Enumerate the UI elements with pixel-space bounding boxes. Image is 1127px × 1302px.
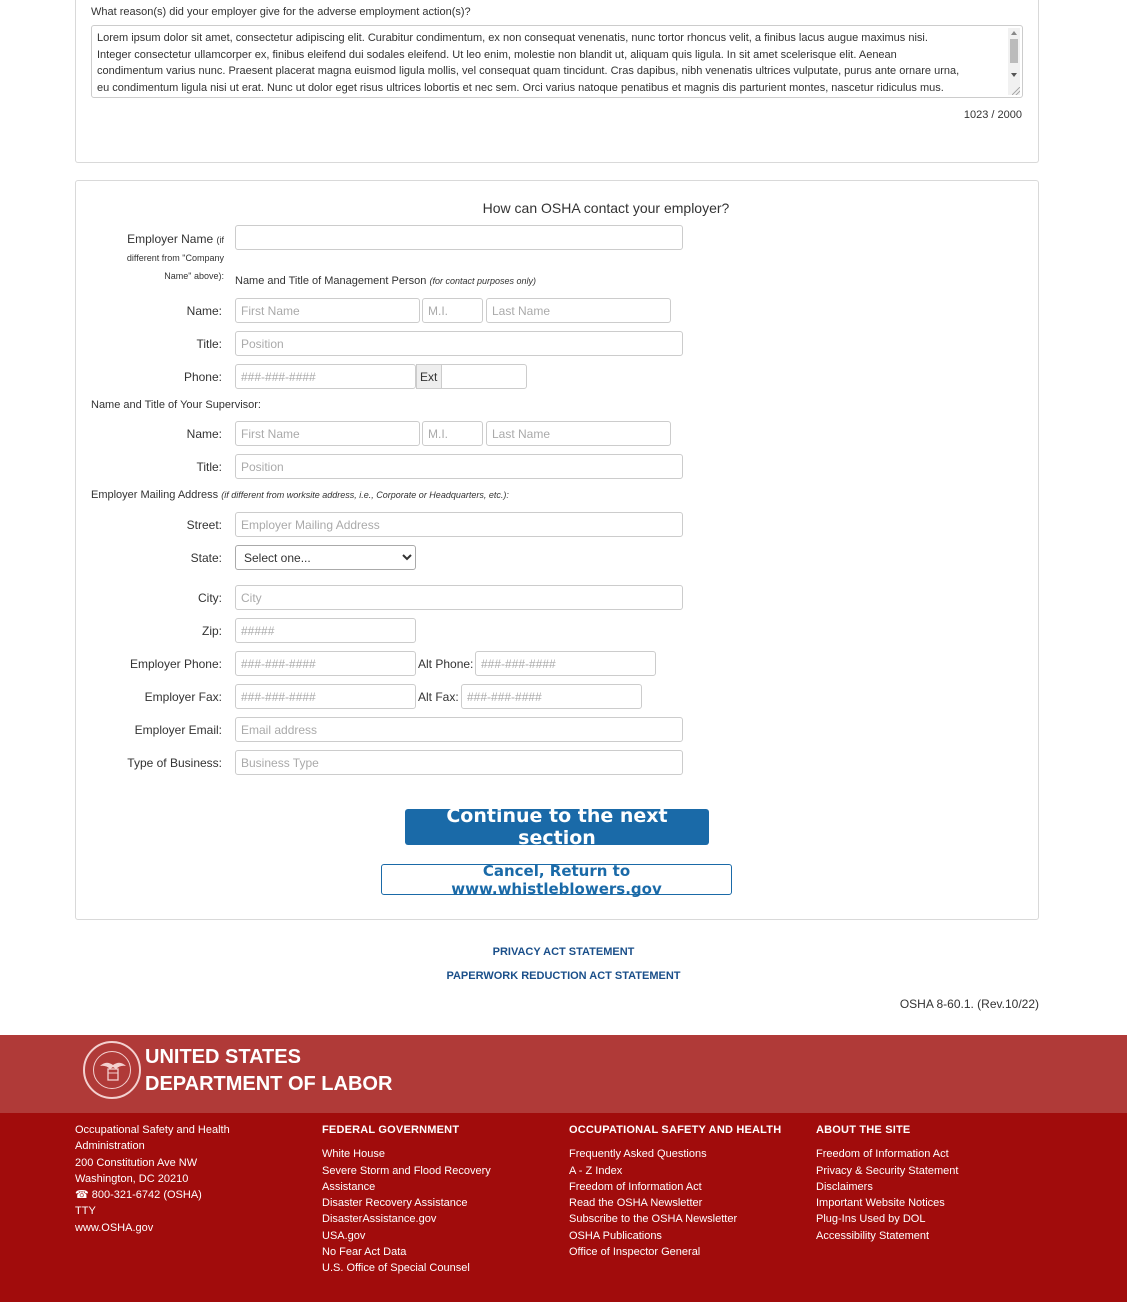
footer-link[interactable]: Important Website Notices xyxy=(816,1197,945,1210)
textarea-line: condimentum varius nunc. Praesent placerat magna euismod ligula mollis, vel consequat quam tincidunt. Cras dapibus, nibh venenatis ultrices vulputate, purus ante ornare urna, xyxy=(97,65,960,77)
textarea-line: Integer consectetur ullamcorper ex, finibus eleifend dui sodales eleifend. Ut leo enim, molestie non blandit ut, aliquam quis ligula. In sit amet scelerisque elit. Aenean xyxy=(97,48,897,61)
city-label: City: xyxy=(198,591,222,605)
business-type-input[interactable] xyxy=(235,750,683,775)
employer-email-label: Employer Email: xyxy=(134,723,222,737)
continue-button[interactable]: Continue to the next section xyxy=(405,809,709,845)
footer-col-header: ABOUT THE SITE xyxy=(816,1124,911,1136)
mgmt-phone-input[interactable] xyxy=(235,364,416,389)
resize-grip-icon[interactable] xyxy=(1012,87,1020,95)
footer-link[interactable]: Frequently Asked Questions xyxy=(569,1148,707,1161)
footer-link[interactable]: Read the OSHA Newsletter xyxy=(569,1197,703,1210)
zip-input[interactable] xyxy=(235,618,416,643)
supervisor-heading: Name and Title of Your Supervisor: xyxy=(91,399,261,411)
footer-link[interactable]: Severe Storm and Flood Recovery xyxy=(322,1164,491,1177)
alt-fax-label: Alt Fax: xyxy=(418,690,459,704)
employer-phone-input[interactable] xyxy=(235,651,416,676)
footer-link[interactable]: OSHA Publications xyxy=(569,1229,662,1242)
mgmt-title-input[interactable] xyxy=(235,331,683,356)
mailing-heading-text: Employer Mailing Address xyxy=(91,489,219,501)
supervisor-last-name-input[interactable] xyxy=(486,421,671,446)
street-input[interactable] xyxy=(235,512,683,537)
supervisor-name-label: Name: xyxy=(186,427,222,441)
footer-link[interactable]: Accessibility Statement xyxy=(816,1229,930,1242)
agency-name-line2[interactable]: DEPARTMENT OF LABOR xyxy=(145,1073,393,1095)
scroll-up-icon[interactable] xyxy=(1011,31,1017,35)
employer-email-input[interactable] xyxy=(235,717,683,742)
mailing-heading xyxy=(91,489,509,501)
footer-address xyxy=(75,1122,230,1236)
section-title: How can OSHA contact your employer? xyxy=(482,200,730,216)
agency-name-line1[interactable]: UNITED STATES xyxy=(145,1046,301,1068)
footer-link[interactable]: No Fear Act Data xyxy=(322,1246,407,1259)
employer-name-label-text: Employer Name xyxy=(127,232,214,246)
mailing-note: (if different from worksite address, i.e., Corporate or Headquarters, etc.): xyxy=(221,490,509,500)
mgmt-first-name-input[interactable] xyxy=(235,298,420,323)
footer-link[interactable]: Office of Inspector General xyxy=(569,1246,701,1259)
character-count: 1023 / 2000 xyxy=(963,109,1022,121)
footer-link[interactable]: Disclaimers xyxy=(816,1180,873,1193)
employer-name-input[interactable] xyxy=(235,225,683,250)
mgmt-name-label: Name: xyxy=(186,304,222,318)
textarea-line: Lorem ipsum dolor sit amet, consectetur adipiscing elit. Curabitur condimentum, ex non consequat venenatis, nunc tortor rhoncus velit, a finibus lacus augue maximus nisi. xyxy=(97,32,928,44)
footer-link[interactable]: Freedom of Information Act xyxy=(569,1180,702,1193)
textarea-line: eu condimentum ligula nisi ut erat. Nunc ut dolor eget risus ultrices lobortis et nec sem. Orci varius natoque penatibus et magnis dis parturient montes, nascetur ridiculus mus. xyxy=(97,81,944,94)
osha-site-link[interactable]: www.OSHA.gov xyxy=(75,1221,154,1234)
phone-line[interactable]: ☎ 800-321-6742 (OSHA) xyxy=(75,1189,202,1202)
mgmt-last-name-input[interactable] xyxy=(486,298,671,323)
textarea-scrollbar[interactable] xyxy=(1008,28,1020,95)
mgmt-note: (for contact purposes only) xyxy=(429,276,537,286)
address-line: Washington, DC 20210 xyxy=(75,1172,189,1185)
footer-col-osh xyxy=(569,1122,781,1260)
footer-link[interactable]: White House xyxy=(322,1148,385,1161)
address-line: Administration xyxy=(75,1140,145,1153)
supervisor-first-name-input[interactable] xyxy=(235,421,420,446)
employer-name-label xyxy=(100,231,224,285)
zip-label: Zip: xyxy=(201,624,222,638)
footer-col-header: FEDERAL GOVERNMENT xyxy=(322,1124,460,1136)
footer-link[interactable]: Plug-Ins Used by DOL xyxy=(816,1213,926,1226)
alt-phone-label: Alt Phone: xyxy=(418,657,474,671)
adverse-action-textarea[interactable] xyxy=(91,25,1023,98)
supervisor-title-input[interactable] xyxy=(235,454,683,479)
footer-link[interactable]: Subscribe to the OSHA Newsletter xyxy=(569,1213,738,1226)
supervisor-mi-input[interactable] xyxy=(422,421,483,446)
state-label: State: xyxy=(190,551,222,565)
supervisor-title-label: Title: xyxy=(196,460,222,474)
state-select[interactable] xyxy=(235,545,416,570)
footer-link[interactable]: USA.gov xyxy=(322,1229,366,1242)
paperwork-act-link[interactable]: PAPERWORK REDUCTION ACT STATEMENT xyxy=(446,970,681,982)
employer-fax-input[interactable] xyxy=(235,684,416,709)
adverse-action-question: What reason(s) did your employer give for the adverse employment action(s)? xyxy=(91,6,471,18)
tty-line[interactable]: TTY xyxy=(75,1205,96,1218)
seal-inner-ring xyxy=(93,1051,131,1089)
dol-seal-icon[interactable] xyxy=(83,1041,141,1099)
mgmt-title-label: Title: xyxy=(196,337,222,351)
mgmt-heading xyxy=(235,275,536,287)
footer-link[interactable]: Disaster Recovery Assistance xyxy=(322,1197,468,1210)
mgmt-mi-input[interactable] xyxy=(422,298,483,323)
scroll-down-icon[interactable] xyxy=(1011,73,1017,77)
scroll-thumb[interactable] xyxy=(1010,39,1018,63)
mgmt-heading-text: Name and Title of Management Person xyxy=(235,275,427,287)
footer-link[interactable]: Assistance xyxy=(322,1180,376,1193)
address-line: 200 Constitution Ave NW xyxy=(75,1156,198,1169)
footer-link[interactable]: U.S. Office of Special Counsel xyxy=(322,1262,470,1275)
form-id: OSHA 8-60.1. (Rev.10/22) xyxy=(899,997,1039,1011)
ext-addon: Ext xyxy=(416,364,442,389)
employer-name-note: (if different from "Company Name" above): xyxy=(126,235,224,281)
business-type-label: Type of Business: xyxy=(127,756,222,770)
footer-link[interactable]: Privacy & Security Statement xyxy=(816,1164,959,1177)
privacy-act-link[interactable]: PRIVACY ACT STATEMENT xyxy=(492,946,635,958)
employer-phone-label: Employer Phone: xyxy=(129,657,222,671)
mgmt-ext-input[interactable] xyxy=(441,364,527,389)
employer-fax-label: Employer Fax: xyxy=(144,690,222,704)
cancel-button[interactable]: Cancel, Return to www.whistleblowers.gov xyxy=(381,864,732,895)
footer-col-federal xyxy=(322,1122,491,1277)
footer-link[interactable]: Freedom of Information Act xyxy=(816,1148,949,1161)
alt-fax-input[interactable] xyxy=(461,684,642,709)
footer-col-about xyxy=(816,1122,958,1244)
alt-phone-input[interactable] xyxy=(475,651,656,676)
footer-link[interactable]: A - Z Index xyxy=(569,1164,623,1177)
street-label: Street: xyxy=(186,518,222,532)
footer-col-header: OCCUPATIONAL SAFETY AND HEALTH xyxy=(569,1124,782,1136)
eagle-icon xyxy=(94,1052,132,1090)
footer-link[interactable]: DisasterAssistance.gov xyxy=(322,1213,437,1226)
address-line: Occupational Safety and Health xyxy=(75,1124,230,1136)
city-input[interactable] xyxy=(235,585,683,610)
mgmt-phone-label: Phone: xyxy=(183,370,222,384)
